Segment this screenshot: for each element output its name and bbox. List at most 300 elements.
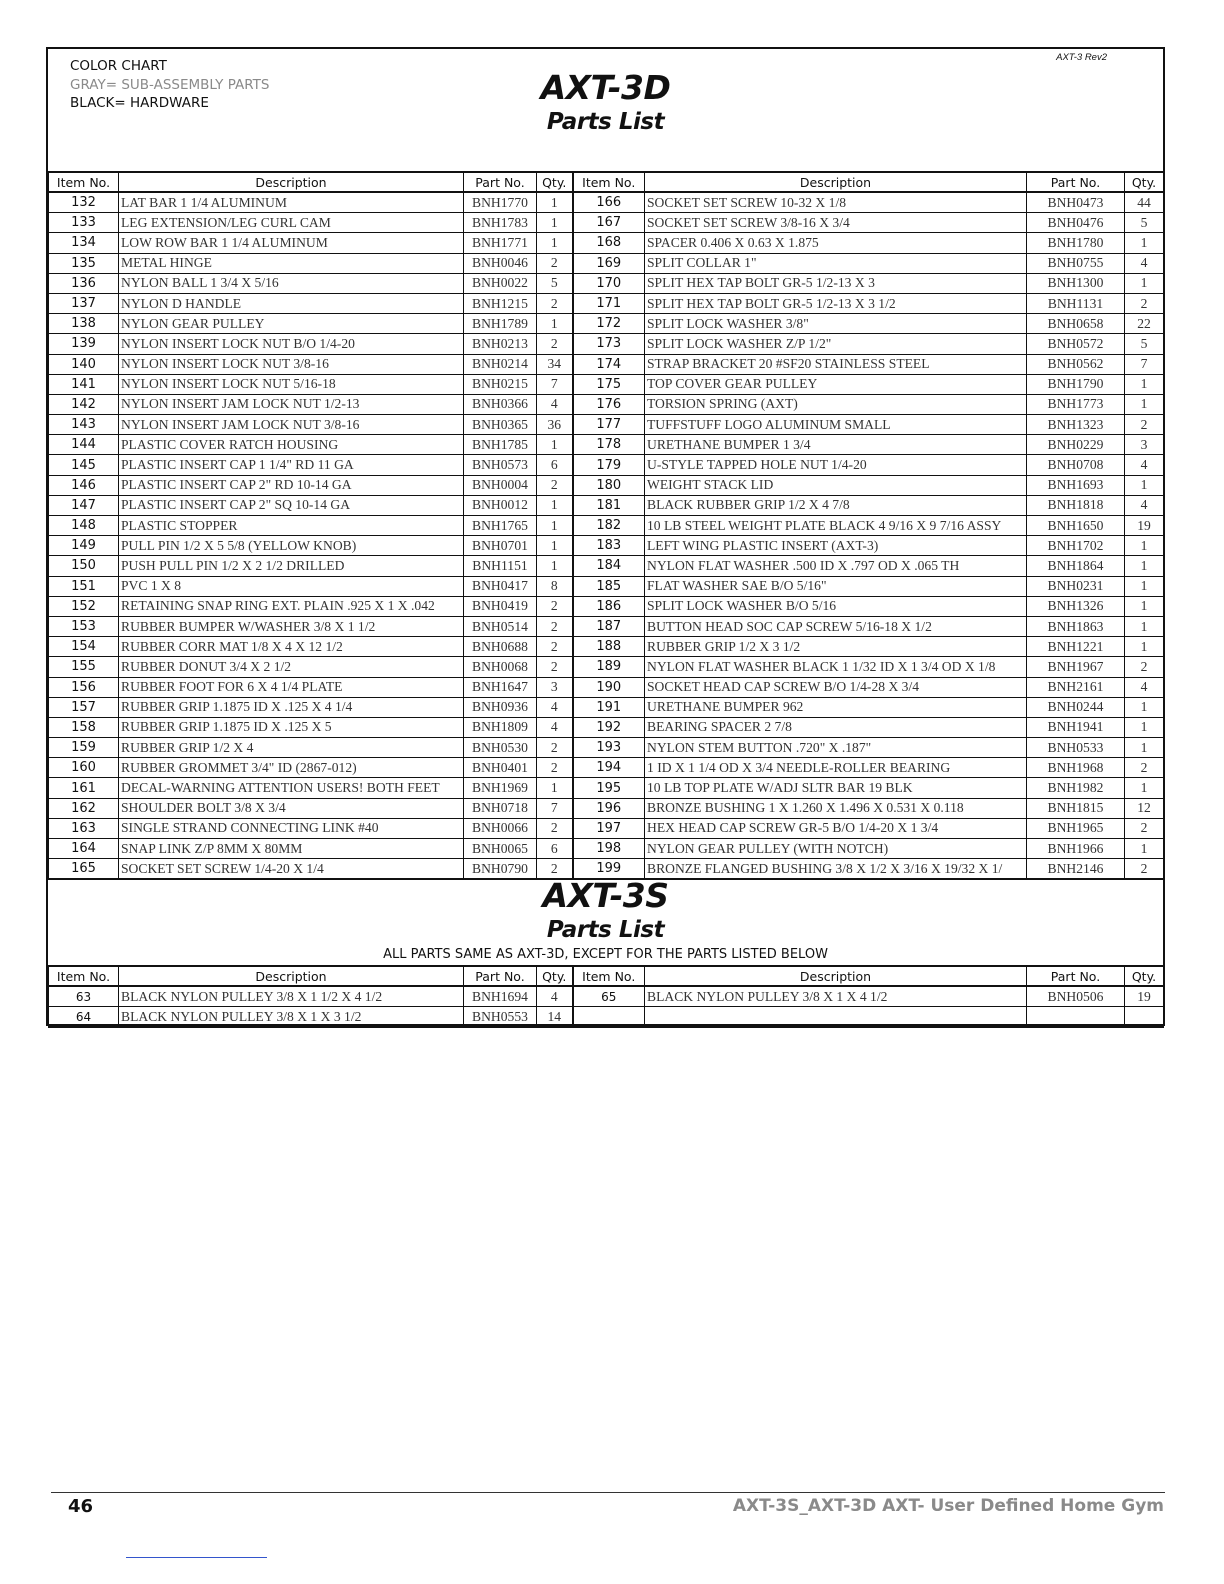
description: TORSION SPRING (AXT) xyxy=(645,394,1027,414)
quantity: 1 xyxy=(1125,233,1164,253)
quantity: 2 xyxy=(537,475,573,495)
description: RUBBER GROMMET 3/4" ID (2867-012) xyxy=(119,758,464,778)
table-row xyxy=(49,986,1164,1007)
quantity: 5 xyxy=(1125,213,1164,233)
part-number: BNH1221 xyxy=(1027,637,1125,657)
description: LOW ROW BAR 1 1/4 ALUMINUM xyxy=(119,233,464,253)
quantity: 1 xyxy=(537,233,573,253)
table-row xyxy=(49,475,1164,495)
item-number: 160 xyxy=(49,758,119,778)
item-number: 187 xyxy=(573,616,645,636)
quantity: 4 xyxy=(1125,455,1164,475)
item-number: 149 xyxy=(49,536,119,556)
part-number: BNH1783 xyxy=(464,213,537,233)
part-number: BNH0046 xyxy=(464,253,537,273)
part-number: BNH1864 xyxy=(1027,556,1125,576)
description: SHOULDER BOLT 3/8 X 3/4 xyxy=(119,798,464,818)
item-number: 169 xyxy=(573,253,645,273)
item-number: 184 xyxy=(573,556,645,576)
item-number: 174 xyxy=(573,354,645,374)
part-number: BNH0708 xyxy=(1027,455,1125,475)
table-row xyxy=(49,233,1164,253)
quantity: 2 xyxy=(1125,758,1164,778)
table-row xyxy=(49,556,1164,576)
description: NYLON INSERT LOCK NUT B/O 1/4-20 xyxy=(119,334,464,354)
table-row xyxy=(49,576,1164,596)
part-number: BNH2161 xyxy=(1027,677,1125,697)
quantity: 19 xyxy=(1125,516,1164,536)
quantity: 1 xyxy=(537,435,573,455)
description: NYLON INSERT JAM LOCK NUT 3/8-16 xyxy=(119,415,464,435)
description: 1 ID X 1 1/4 OD X 3/4 NEEDLE-ROLLER BEARING xyxy=(645,758,1027,778)
axt-3s-parts-table xyxy=(48,965,1164,1028)
description: NYLON D HANDLE xyxy=(119,293,464,313)
table-row xyxy=(49,314,1164,334)
description: RETAINING SNAP RING EXT. PLAIN .925 X 1 X .042 xyxy=(119,596,464,616)
item-number: 155 xyxy=(49,657,119,677)
description: TUFFSTUFF LOGO ALUMINUM SMALL xyxy=(645,415,1027,435)
quantity: 7 xyxy=(1125,354,1164,374)
part-number: BNH0533 xyxy=(1027,738,1125,758)
description: RUBBER GRIP 1.1875 ID X .125 X 4 1/4 xyxy=(119,697,464,717)
item-number: 171 xyxy=(573,293,645,313)
column-header-qty: Qty. xyxy=(537,172,573,192)
description: SPACER 0.406 X 0.63 X 1.875 xyxy=(645,233,1027,253)
item-number: 148 xyxy=(49,516,119,536)
description: RUBBER GRIP 1/2 X 4 xyxy=(119,738,464,758)
item-number: 193 xyxy=(573,738,645,758)
table-row xyxy=(49,394,1164,414)
quantity: 22 xyxy=(1125,314,1164,334)
quantity: 4 xyxy=(537,717,573,737)
part-number: BNH1967 xyxy=(1027,657,1125,677)
quantity: 2 xyxy=(537,818,573,838)
quantity: 1 xyxy=(537,556,573,576)
quantity: 2 xyxy=(1125,859,1164,880)
part-number: BNH1131 xyxy=(1027,293,1125,313)
table-row xyxy=(49,415,1164,435)
part-number: BNH1650 xyxy=(1027,516,1125,536)
description: URETHANE BUMPER 1 3/4 xyxy=(645,435,1027,455)
table-row xyxy=(49,455,1164,475)
quantity: 4 xyxy=(1125,495,1164,515)
description: METAL HINGE xyxy=(119,253,464,273)
column-header-qty: Qty. xyxy=(537,966,573,986)
item-number: 136 xyxy=(49,273,119,293)
part-number: BNH1215 xyxy=(464,293,537,313)
part-number: BNH1300 xyxy=(1027,273,1125,293)
quantity: 1 xyxy=(1125,717,1164,737)
description: NYLON INSERT JAM LOCK NUT 1/2-13 xyxy=(119,394,464,414)
part-number: BNH0365 xyxy=(464,415,537,435)
quantity: 2 xyxy=(537,738,573,758)
item-number: 145 xyxy=(49,455,119,475)
part-number: BNH1941 xyxy=(1027,717,1125,737)
table-row xyxy=(49,516,1164,536)
item-number: 199 xyxy=(573,859,645,880)
quantity: 2 xyxy=(537,253,573,273)
description: PLASTIC STOPPER xyxy=(119,516,464,536)
description: U-STYLE TAPPED HOLE NUT 1/4-20 xyxy=(645,455,1027,475)
quantity: 19 xyxy=(1125,986,1164,1007)
description: PLASTIC COVER RATCH HOUSING xyxy=(119,435,464,455)
part-number: BNH0065 xyxy=(464,839,537,859)
column-header-part: Part No. xyxy=(464,966,537,986)
column-header-description: Description xyxy=(645,966,1027,986)
part-number: BNH0366 xyxy=(464,394,537,414)
description: SNAP LINK Z/P 8MM X 80MM xyxy=(119,839,464,859)
description: NYLON INSERT LOCK NUT 5/16-18 xyxy=(119,374,464,394)
item-number: 141 xyxy=(49,374,119,394)
item-number: 195 xyxy=(573,778,645,798)
description: NYLON FLAT WASHER BLACK 1 1/32 ID X 1 3/4 OD X 1/8 xyxy=(645,657,1027,677)
description: BLACK RUBBER GRIP 1/2 X 4 7/8 xyxy=(645,495,1027,515)
table-row xyxy=(49,738,1164,758)
item-number: 172 xyxy=(573,314,645,334)
quantity: 2 xyxy=(1125,818,1164,838)
quantity: 1 xyxy=(1125,394,1164,414)
table-row xyxy=(49,616,1164,636)
quantity: 2 xyxy=(537,616,573,636)
quantity: 2 xyxy=(537,758,573,778)
quantity: 1 xyxy=(537,536,573,556)
part-number: BNH0066 xyxy=(464,818,537,838)
quantity: 14 xyxy=(537,1007,573,1028)
item-number: 154 xyxy=(49,637,119,657)
quantity: 1 xyxy=(537,495,573,515)
description xyxy=(645,1007,1027,1028)
quantity: 2 xyxy=(1125,293,1164,313)
item-number: 181 xyxy=(573,495,645,515)
part-number: BNH1780 xyxy=(1027,233,1125,253)
part-number: BNH1809 xyxy=(464,717,537,737)
description: BLACK NYLON PULLEY 3/8 X 1 X 4 1/2 xyxy=(645,986,1027,1007)
quantity: 1 xyxy=(1125,576,1164,596)
table-header-row xyxy=(49,966,1164,986)
description: SPLIT LOCK WASHER Z/P 1/2" xyxy=(645,334,1027,354)
item-number: 157 xyxy=(49,697,119,717)
part-number xyxy=(1027,1007,1125,1028)
axt-3d-title: AXT-3D xyxy=(540,68,671,107)
quantity: 1 xyxy=(1125,475,1164,495)
part-number: BNH0213 xyxy=(464,334,537,354)
quantity xyxy=(1125,1007,1164,1028)
item-number: 140 xyxy=(49,354,119,374)
item-number: 170 xyxy=(573,273,645,293)
item-number: 183 xyxy=(573,536,645,556)
item-number: 138 xyxy=(49,314,119,334)
description: NYLON STEM BUTTON .720" X .187" xyxy=(645,738,1027,758)
item-number: 179 xyxy=(573,455,645,475)
quantity: 4 xyxy=(537,394,573,414)
part-number: BNH1694 xyxy=(464,986,537,1007)
table-row xyxy=(49,354,1164,374)
part-number: BNH0572 xyxy=(1027,334,1125,354)
description: 10 LB TOP PLATE W/ADJ SLTR BAR 19 BLK xyxy=(645,778,1027,798)
description: PLASTIC INSERT CAP 1 1/4" RD 11 GA xyxy=(119,455,464,475)
part-number: BNH0012 xyxy=(464,495,537,515)
item-number: 175 xyxy=(573,374,645,394)
description: TOP COVER GEAR PULLEY xyxy=(645,374,1027,394)
part-number: BNH0562 xyxy=(1027,354,1125,374)
part-number: BNH0755 xyxy=(1027,253,1125,273)
item-number: 192 xyxy=(573,717,645,737)
part-number: BNH0244 xyxy=(1027,697,1125,717)
column-header-item: Item No. xyxy=(49,172,119,192)
part-number: BNH1966 xyxy=(1027,839,1125,859)
description: BEARING SPACER 2 7/8 xyxy=(645,717,1027,737)
description: SPLIT LOCK WASHER 3/8" xyxy=(645,314,1027,334)
quantity: 4 xyxy=(537,697,573,717)
table-row xyxy=(49,677,1164,697)
quantity: 1 xyxy=(1125,616,1164,636)
quantity: 1 xyxy=(1125,839,1164,859)
quantity: 1 xyxy=(537,192,573,213)
column-header-description: Description xyxy=(119,172,464,192)
table-header-row xyxy=(49,172,1164,192)
part-number: BNH0068 xyxy=(464,657,537,677)
quantity: 34 xyxy=(537,354,573,374)
footer-doc-title: AXT-3S_AXT-3D AXT- User Defined Home Gym xyxy=(732,1496,1164,1516)
table-row xyxy=(49,293,1164,313)
quantity: 7 xyxy=(537,798,573,818)
page-number: 46 xyxy=(68,1496,94,1517)
quantity: 1 xyxy=(1125,637,1164,657)
description: RUBBER CORR MAT 1/8 X 4 X 12 1/2 xyxy=(119,637,464,657)
item-number: 153 xyxy=(49,616,119,636)
quantity: 8 xyxy=(537,576,573,596)
item-number: 139 xyxy=(49,334,119,354)
part-number: BNH0658 xyxy=(1027,314,1125,334)
part-number: BNH0215 xyxy=(464,374,537,394)
quantity: 2 xyxy=(537,293,573,313)
quantity: 4 xyxy=(1125,677,1164,697)
description: SOCKET HEAD CAP SCREW B/O 1/4-28 X 3/4 xyxy=(645,677,1027,697)
item-number: 185 xyxy=(573,576,645,596)
table-row xyxy=(49,839,1164,859)
description: HEX HEAD CAP SCREW GR-5 B/O 1/4-20 X 1 3/4 xyxy=(645,818,1027,838)
column-header-description: Description xyxy=(645,172,1027,192)
part-number: BNH0688 xyxy=(464,637,537,657)
item-number: 164 xyxy=(49,839,119,859)
description: RUBBER BUMPER W/WASHER 3/8 X 1 1/2 xyxy=(119,616,464,636)
table-row xyxy=(49,1007,1164,1028)
quantity: 1 xyxy=(1125,536,1164,556)
color-chart-black: BLACK= HARDWARE xyxy=(70,95,209,111)
part-number: BNH1863 xyxy=(1027,616,1125,636)
description: RUBBER DONUT 3/4 X 2 1/2 xyxy=(119,657,464,677)
table-row xyxy=(49,637,1164,657)
description: BRONZE FLANGED BUSHING 3/8 X 1/2 X 3/16 X 19/32 X 1/ xyxy=(645,859,1027,880)
item-number: 151 xyxy=(49,576,119,596)
item-number: 163 xyxy=(49,818,119,838)
item-number: 190 xyxy=(573,677,645,697)
quantity: 2 xyxy=(1125,657,1164,677)
part-number: BNH1790 xyxy=(1027,374,1125,394)
description: WEIGHT STACK LID xyxy=(645,475,1027,495)
item-number: 132 xyxy=(49,192,119,213)
description: STRAP BRACKET 20 #SF20 STAINLESS STEEL xyxy=(645,354,1027,374)
description: SPLIT LOCK WASHER B/O 5/16 xyxy=(645,596,1027,616)
item-number: 64 xyxy=(49,1007,119,1028)
item-number: 147 xyxy=(49,495,119,515)
footer-divider xyxy=(51,1492,1165,1493)
axt-3s-section xyxy=(48,876,1163,968)
item-number: 142 xyxy=(49,394,119,414)
quantity: 6 xyxy=(537,839,573,859)
quantity: 44 xyxy=(1125,192,1164,213)
item-number: 146 xyxy=(49,475,119,495)
quantity: 1 xyxy=(537,516,573,536)
axt-3s-note: ALL PARTS SAME AS AXT-3D, EXCEPT FOR THE PARTS LISTED BELOW xyxy=(383,947,828,962)
description: SOCKET SET SCREW 10-32 X 1/8 xyxy=(645,192,1027,213)
part-number: BNH1789 xyxy=(464,314,537,334)
part-number: BNH0004 xyxy=(464,475,537,495)
table-row xyxy=(49,374,1164,394)
part-number: BNH1326 xyxy=(1027,596,1125,616)
item-number: 168 xyxy=(573,233,645,253)
color-chart-title: COLOR CHART xyxy=(70,58,167,74)
header xyxy=(48,49,1163,171)
item-number: 133 xyxy=(49,213,119,233)
part-number: BNH1969 xyxy=(464,778,537,798)
item-number: 188 xyxy=(573,637,645,657)
item-number: 137 xyxy=(49,293,119,313)
part-number: BNH1968 xyxy=(1027,758,1125,778)
description: LAT BAR 1 1/4 ALUMINUM xyxy=(119,192,464,213)
footer-link-underline xyxy=(126,1557,267,1558)
table-row xyxy=(49,495,1164,515)
item-number: 162 xyxy=(49,798,119,818)
description: FLAT WASHER SAE B/O 5/16" xyxy=(645,576,1027,596)
item-number: 63 xyxy=(49,986,119,1007)
description: RUBBER FOOT FOR 6 X 4 1/4 PLATE xyxy=(119,677,464,697)
item-number: 135 xyxy=(49,253,119,273)
quantity: 36 xyxy=(537,415,573,435)
item-number xyxy=(573,1007,645,1028)
quantity: 3 xyxy=(1125,435,1164,455)
part-number: BNH1818 xyxy=(1027,495,1125,515)
description: SPLIT HEX TAP BOLT GR-5 1/2-13 X 3 xyxy=(645,273,1027,293)
quantity: 1 xyxy=(1125,273,1164,293)
part-number: BNH0514 xyxy=(464,616,537,636)
item-number: 161 xyxy=(49,778,119,798)
part-number: BNH1815 xyxy=(1027,798,1125,818)
part-number: BNH2146 xyxy=(1027,859,1125,880)
column-header-item: Item No. xyxy=(573,172,645,192)
description: RUBBER GRIP 1.1875 ID X .125 X 5 xyxy=(119,717,464,737)
item-number: 165 xyxy=(49,859,119,880)
item-number: 178 xyxy=(573,435,645,455)
part-number: BNH0573 xyxy=(464,455,537,475)
part-number: BNH0419 xyxy=(464,596,537,616)
item-number: 186 xyxy=(573,596,645,616)
description: SPLIT HEX TAP BOLT GR-5 1/2-13 X 3 1/2 xyxy=(645,293,1027,313)
description: BLACK NYLON PULLEY 3/8 X 1 1/2 X 4 1/2 xyxy=(119,986,464,1007)
description: SINGLE STRAND CONNECTING LINK #40 xyxy=(119,818,464,838)
part-number: BNH0022 xyxy=(464,273,537,293)
part-number: BNH0936 xyxy=(464,697,537,717)
axt-3s-title: AXT-3S xyxy=(542,876,669,915)
description: BLACK NYLON PULLEY 3/8 X 1 X 3 1/2 xyxy=(119,1007,464,1028)
axt-3d-subtitle: Parts List xyxy=(546,109,665,135)
quantity: 1 xyxy=(537,314,573,334)
item-number: 189 xyxy=(573,657,645,677)
description: BRONZE BUSHING 1 X 1.260 X 1.496 X 0.531 X 0.118 xyxy=(645,798,1027,818)
quantity: 1 xyxy=(537,778,573,798)
part-number: BNH0790 xyxy=(464,859,537,880)
quantity: 3 xyxy=(537,677,573,697)
item-number: 144 xyxy=(49,435,119,455)
table-row xyxy=(49,536,1164,556)
table-row xyxy=(49,778,1164,798)
part-number: BNH1770 xyxy=(464,192,537,213)
color-chart-gray: GRAY= SUB-ASSEMBLY PARTS xyxy=(70,76,270,93)
quantity: 5 xyxy=(537,273,573,293)
quantity: 1 xyxy=(1125,778,1164,798)
description: NYLON FLAT WASHER .500 ID X .797 OD X .065 TH xyxy=(645,556,1027,576)
description: SPLIT COLLAR 1" xyxy=(645,253,1027,273)
quantity: 2 xyxy=(537,657,573,677)
table-row xyxy=(49,192,1164,213)
description: PLASTIC INSERT CAP 2" SQ 10-14 GA xyxy=(119,495,464,515)
part-number: BNH1765 xyxy=(464,516,537,536)
quantity: 1 xyxy=(1125,697,1164,717)
description: SOCKET SET SCREW 3/8-16 X 3/4 xyxy=(645,213,1027,233)
description: NYLON BALL 1 3/4 X 5/16 xyxy=(119,273,464,293)
quantity: 1 xyxy=(1125,556,1164,576)
part-number: BNH0506 xyxy=(1027,986,1125,1007)
parts-list-frame xyxy=(46,47,1165,1026)
description: 10 LB STEEL WEIGHT PLATE BLACK 4 9/16 X 9 7/16 ASSY xyxy=(645,516,1027,536)
part-number: BNH0231 xyxy=(1027,576,1125,596)
table-row xyxy=(49,657,1164,677)
quantity: 2 xyxy=(537,596,573,616)
column-header-item: Item No. xyxy=(49,966,119,986)
part-number: BNH0701 xyxy=(464,536,537,556)
part-number: BNH1647 xyxy=(464,677,537,697)
part-number: BNH1771 xyxy=(464,233,537,253)
column-header-part: Part No. xyxy=(1027,172,1125,192)
table-row xyxy=(49,435,1164,455)
part-number: BNH0229 xyxy=(1027,435,1125,455)
quantity: 7 xyxy=(537,374,573,394)
quantity: 4 xyxy=(1125,253,1164,273)
description: URETHANE BUMPER 962 xyxy=(645,697,1027,717)
part-number: BNH1785 xyxy=(464,435,537,455)
item-number: 150 xyxy=(49,556,119,576)
item-number: 166 xyxy=(573,192,645,213)
item-number: 196 xyxy=(573,798,645,818)
part-number: BNH1151 xyxy=(464,556,537,576)
item-number: 167 xyxy=(573,213,645,233)
item-number: 198 xyxy=(573,839,645,859)
table-row xyxy=(49,798,1164,818)
item-number: 134 xyxy=(49,233,119,253)
part-number: BNH0718 xyxy=(464,798,537,818)
column-header-item: Item No. xyxy=(573,966,645,986)
description: PULL PIN 1/2 X 5 5/8 (YELLOW KNOB) xyxy=(119,536,464,556)
description: NYLON INSERT LOCK NUT 3/8-16 xyxy=(119,354,464,374)
table-row xyxy=(49,717,1164,737)
item-number: 177 xyxy=(573,415,645,435)
table-row xyxy=(49,334,1164,354)
column-header-description: Description xyxy=(119,966,464,986)
item-number: 197 xyxy=(573,818,645,838)
part-number: BNH0473 xyxy=(1027,192,1125,213)
description: PUSH PULL PIN 1/2 X 2 1/2 DRILLED xyxy=(119,556,464,576)
item-number: 156 xyxy=(49,677,119,697)
